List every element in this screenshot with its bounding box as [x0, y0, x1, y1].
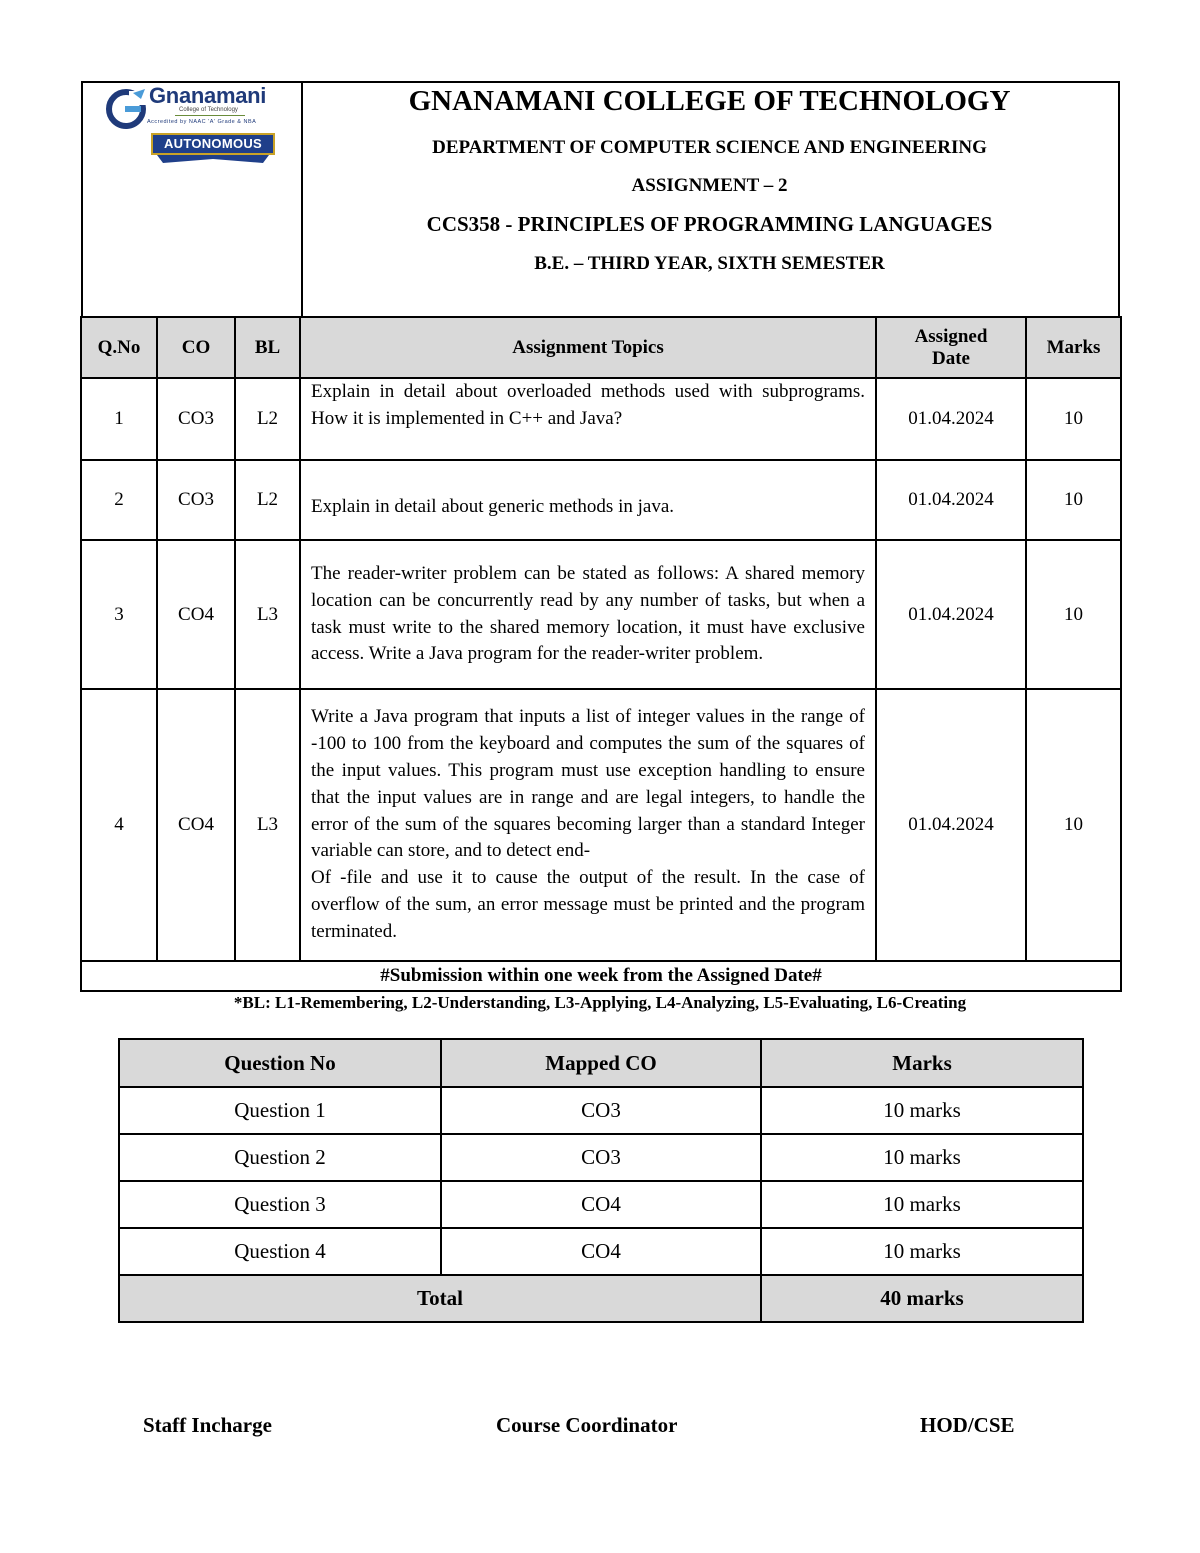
col-header-topics: Assignment Topics	[300, 317, 876, 378]
submission-note: #Submission within one week from the Assigned Date#	[81, 961, 1121, 991]
qno-cell: 3	[81, 540, 157, 689]
summary-co-cell: CO4	[441, 1181, 761, 1228]
summary-header-question: Question No	[119, 1039, 441, 1087]
questions-table	[80, 316, 1122, 992]
marks-cell: 10	[1026, 689, 1121, 961]
topic-part-1: Write a Java program that inputs a list of integer values in the range of -100 to 100 from the keyboard and computes the sum of the squares of the input values. This program must use exception handling to ensure that the input values are in range and are legal integers, to handle the error of the sum of the squares becoming larger than a standard Integer variable can store, and to detect end-	[311, 706, 865, 862]
bl-cell: L2	[235, 460, 300, 540]
signature-hod: HOD/CSE	[920, 1413, 1015, 1437]
bl-cell: L2	[235, 378, 300, 460]
table-row	[119, 1181, 1083, 1228]
col-header-co: CO	[157, 317, 235, 378]
col-header-date: Assigned Date	[876, 317, 1026, 378]
summary-question-cell: Question 1	[119, 1087, 441, 1134]
topic-cell: Explain in detail about generic methods in java.	[300, 460, 876, 540]
college-logo	[105, 85, 285, 167]
questions-header-row	[81, 317, 1121, 378]
date-cell: 01.04.2024	[876, 460, 1026, 540]
marks-cell: 10	[1026, 540, 1121, 689]
summary-marks-cell: 10 marks	[761, 1228, 1083, 1275]
logo-g-icon	[105, 87, 149, 129]
bl-cell: L3	[235, 689, 300, 961]
col-header-bl: BL	[235, 317, 300, 378]
summary-total-row	[119, 1275, 1083, 1322]
table-row	[81, 378, 1121, 460]
co-cell: CO3	[157, 378, 235, 460]
table-row	[119, 1228, 1083, 1275]
summary-co-cell: CO3	[441, 1134, 761, 1181]
qno-cell: 1	[81, 378, 157, 460]
topic-part-2: Of -file and use it to cause the output of the result. In the case of overflow of the sum, an error message must be printed and the program terminated.	[311, 867, 865, 942]
summary-marks-cell: 10 marks	[761, 1134, 1083, 1181]
summary-question-cell: Question 4	[119, 1228, 441, 1275]
col-header-marks: Marks	[1026, 317, 1121, 378]
co-cell: CO4	[157, 689, 235, 961]
topic-cell	[300, 689, 876, 961]
col-header-qno: Q.No	[81, 317, 157, 378]
bloom-level-note: *BL: L1-Remembering, L2-Understanding, L3-Applying, L4-Analyzing, L5-Evaluating, L6-Creating	[233, 993, 967, 1012]
table-row	[81, 540, 1121, 689]
signature-coordinator: Course Coordinator	[496, 1413, 678, 1437]
logo-divider	[175, 115, 245, 116]
co-cell: CO4	[157, 540, 235, 689]
college-name: GNANAMANI COLLEGE OF TECHNOLOGY	[408, 85, 1011, 117]
qno-cell: 2	[81, 460, 157, 540]
summary-co-cell: CO3	[441, 1087, 761, 1134]
co-cell: CO3	[157, 460, 235, 540]
logo-tagline: Accredited by NAAC 'A' Grade & NBA	[147, 119, 257, 125]
document-header	[81, 81, 1120, 318]
marks-cell: 10	[1026, 460, 1121, 540]
course-title: CCS358 - PRINCIPLES OF PROGRAMMING LANGUAGES	[426, 212, 993, 236]
assignment-number: ASSIGNMENT – 2	[631, 175, 788, 196]
summary-marks-cell: 10 marks	[761, 1181, 1083, 1228]
summary-header-row	[119, 1039, 1083, 1087]
table-row	[81, 460, 1121, 540]
table-row	[81, 689, 1121, 961]
qno-cell: 4	[81, 689, 157, 961]
date-cell: 01.04.2024	[876, 689, 1026, 961]
logo-subtitle: College of Technology	[179, 107, 238, 113]
table-row	[119, 1134, 1083, 1181]
summary-header-co: Mapped CO	[441, 1039, 761, 1087]
summary-table	[118, 1038, 1084, 1323]
summary-question-cell: Question 3	[119, 1181, 441, 1228]
signature-staff: Staff Incharge	[143, 1413, 272, 1437]
date-cell: 01.04.2024	[876, 540, 1026, 689]
total-label: Total	[119, 1275, 761, 1322]
summary-marks-cell: 10 marks	[761, 1087, 1083, 1134]
marks-cell: 10	[1026, 378, 1121, 460]
autonomous-badge: AUTONOMOUS	[151, 133, 275, 155]
department-name: DEPARTMENT OF COMPUTER SCIENCE AND ENGINEERING	[432, 137, 987, 158]
summary-co-cell: CO4	[441, 1228, 761, 1275]
topic-cell: The reader-writer problem can be stated as follows: A shared memory location can be concurrently read by any number of tasks, but when a task must write to the shared memory location, it must have exclusive access. Write a Java program for the reader-writer problem.	[300, 540, 876, 689]
class-info: B.E. – THIRD YEAR, SIXTH SEMESTER	[534, 253, 885, 274]
badge-ribbon-icon	[157, 155, 269, 163]
topic-cell: Explain in detail about overloaded methods used with subprograms. How it is implemented in C++ and Java?	[300, 378, 876, 460]
logo-cell	[83, 83, 303, 316]
date-cell: 01.04.2024	[876, 378, 1026, 460]
logo-name: Gnanamani	[149, 83, 267, 108]
total-marks: 40 marks	[761, 1275, 1083, 1322]
bl-cell: L3	[235, 540, 300, 689]
table-row	[119, 1087, 1083, 1134]
summary-header-marks: Marks	[761, 1039, 1083, 1087]
summary-question-cell: Question 2	[119, 1134, 441, 1181]
submission-row	[81, 961, 1121, 991]
